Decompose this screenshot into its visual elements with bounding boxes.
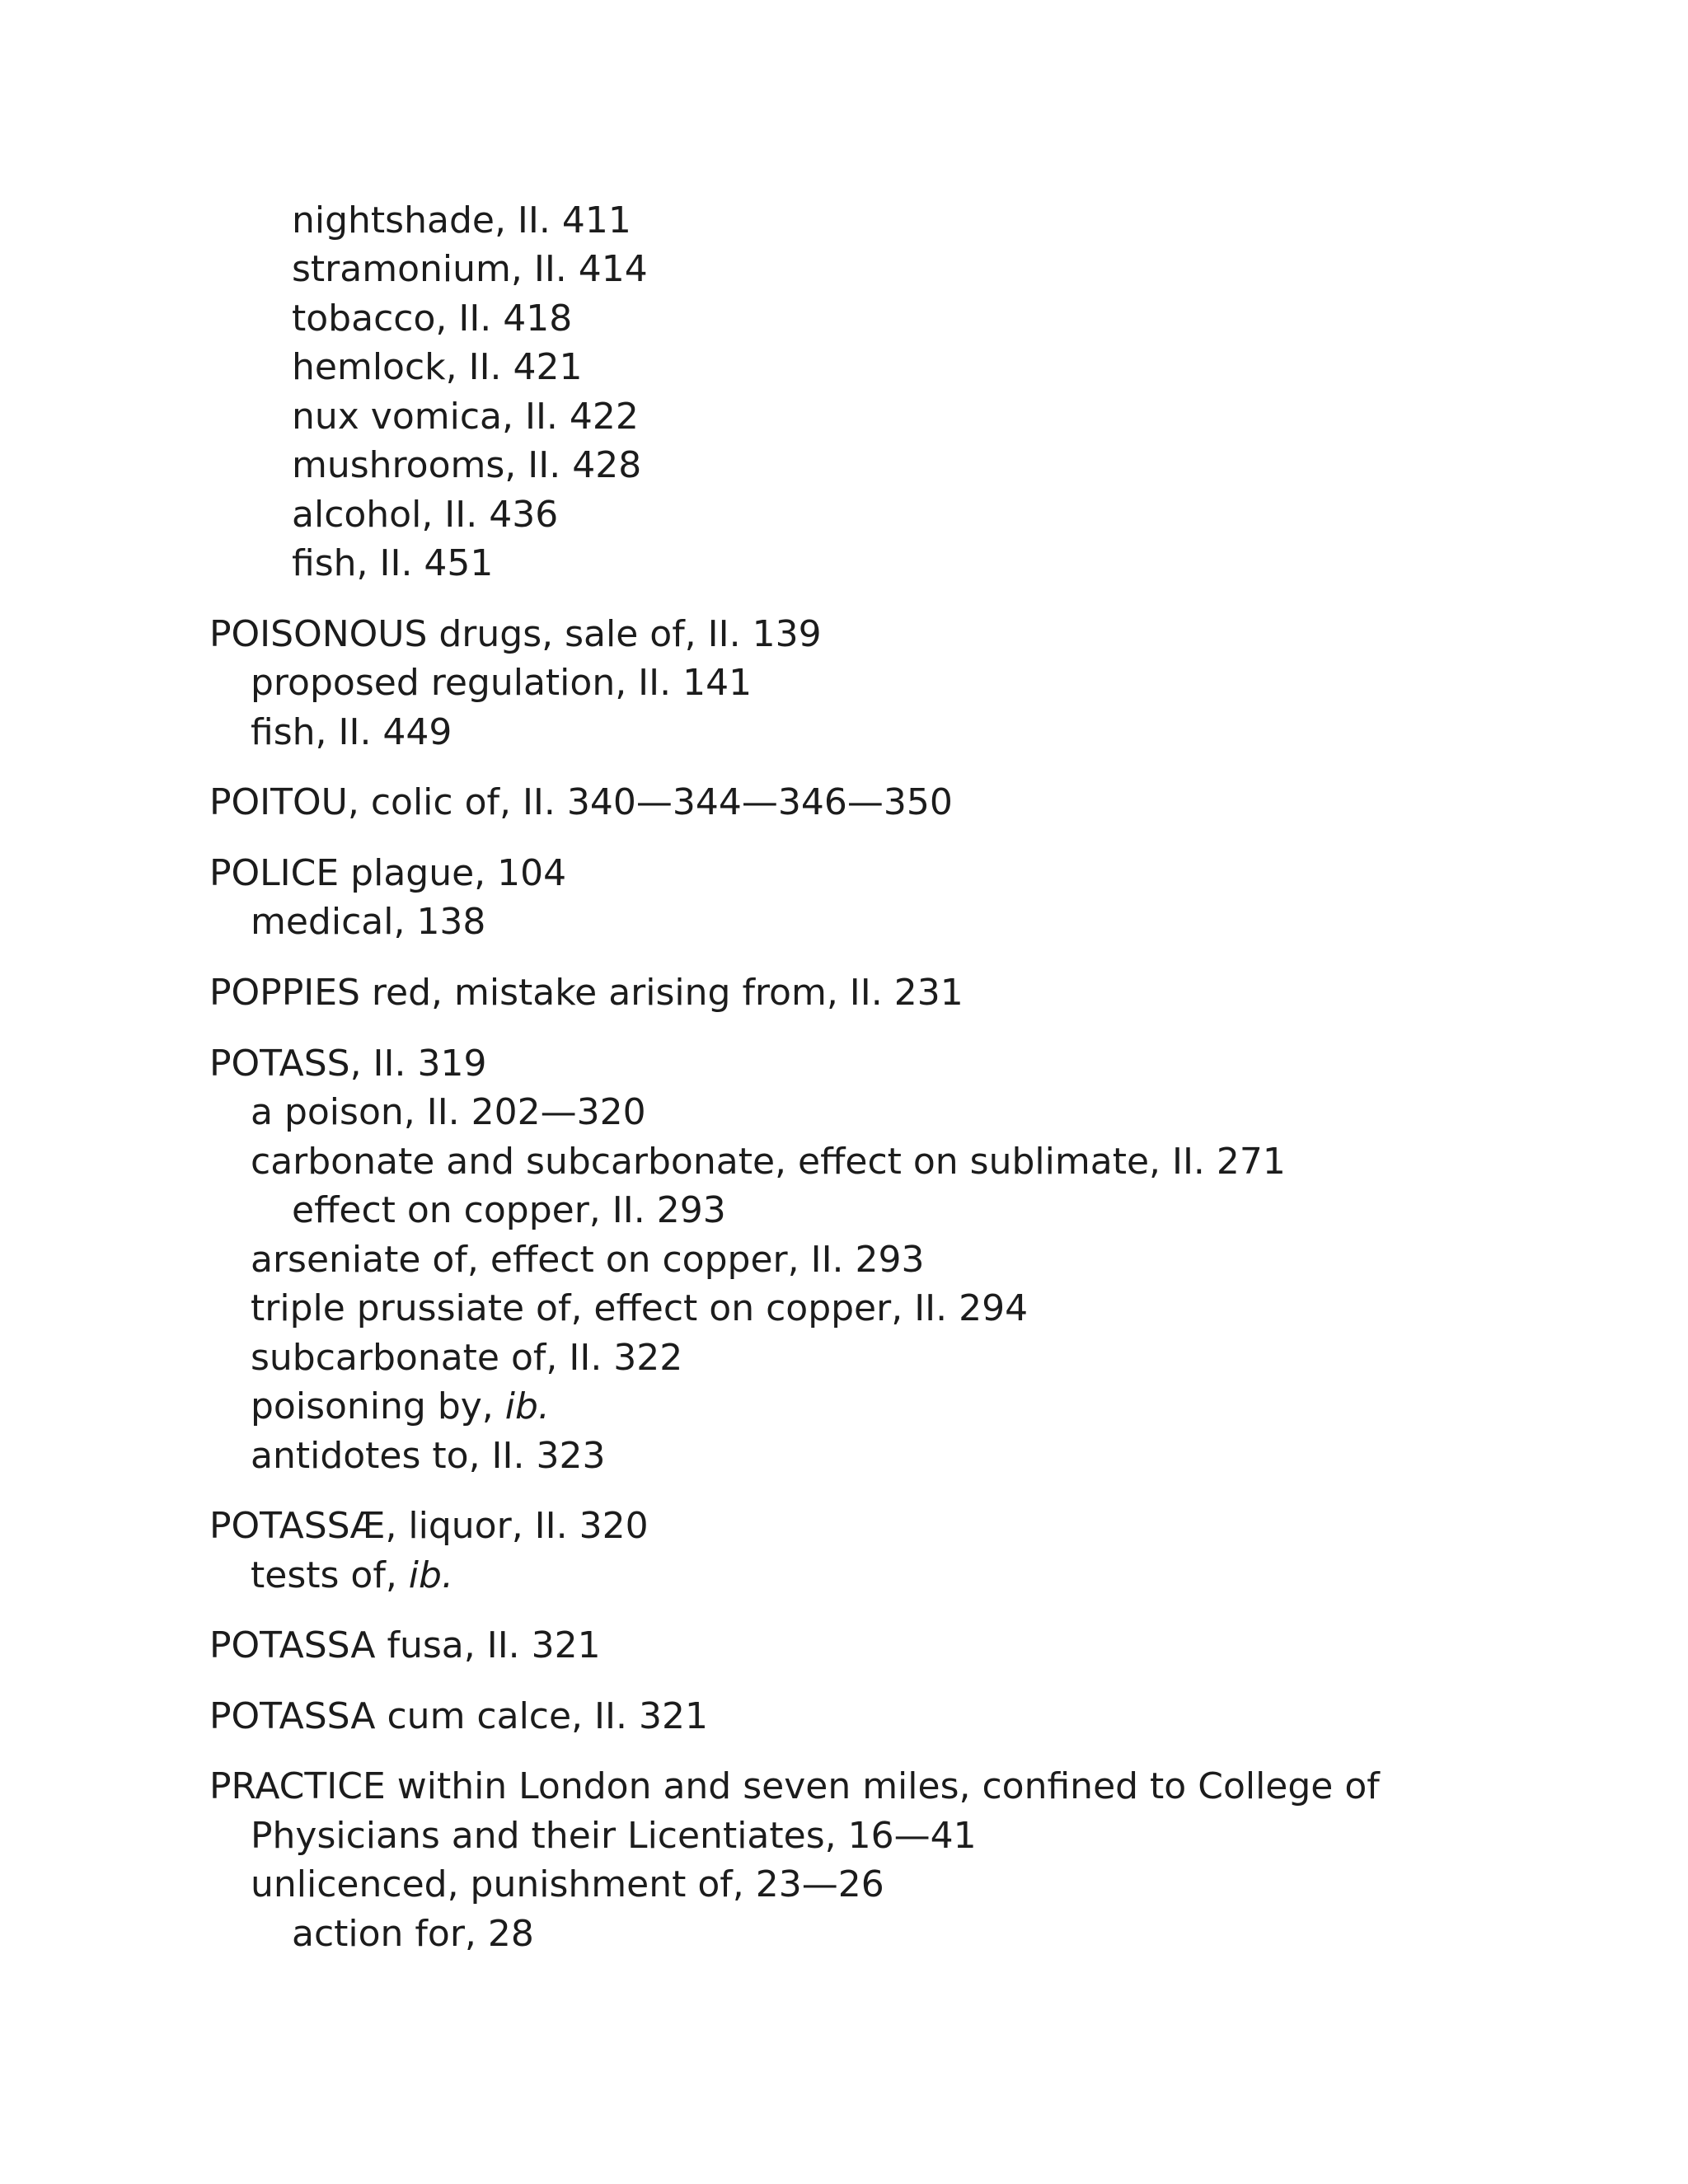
index-subsubentry: nux vomica, II. 422 bbox=[292, 396, 639, 438]
index-subsubentry: stramonium, II. 414 bbox=[292, 248, 648, 290]
index-entry-heading: POITOU, colic of, II. 340—344—346—350 bbox=[209, 781, 953, 823]
index-subsubentry: fish, II. 451 bbox=[292, 542, 494, 584]
index-entry-heading: POLICE plague, 104 bbox=[209, 852, 567, 894]
entry-text: poisoning by, bbox=[251, 1385, 505, 1427]
index-entry-heading: POISONOUS drugs, sale of, II. 139 bbox=[209, 613, 822, 655]
index-entry-heading: PRACTICE within London and seven miles, confined to College of bbox=[209, 1765, 1380, 1807]
index-subentry: triple prussiate of, effect on copper, II. 294 bbox=[251, 1287, 1029, 1329]
index-subsubentry: mushrooms, II. 428 bbox=[292, 444, 642, 486]
index-subentry: unlicenced, punishment of, 23—26 bbox=[251, 1863, 884, 1905]
index-entry-heading: POTASSA fusa, II. 321 bbox=[209, 1624, 601, 1666]
ibid-abbreviation: ib. bbox=[408, 1554, 453, 1596]
index-subsubentry: hemlock, II. 421 bbox=[292, 346, 583, 388]
index-subentry: subcarbonate of, II. 322 bbox=[251, 1337, 683, 1379]
index-subsubentry: action for, 28 bbox=[292, 1913, 534, 1955]
index-subentry: medical, 138 bbox=[251, 901, 486, 943]
index-entry-heading: POTASS, II. 319 bbox=[209, 1043, 487, 1085]
index-entry-heading: POTASSÆ, liquor, II. 320 bbox=[209, 1505, 649, 1547]
index-subsubentry: alcohol, II. 436 bbox=[292, 494, 559, 536]
ibid-abbreviation: ib. bbox=[504, 1385, 550, 1427]
index-subentry bbox=[251, 1551, 453, 1601]
index-subentry: antidotes to, II. 323 bbox=[251, 1435, 606, 1477]
index-subentry: a poison, II. 202—320 bbox=[251, 1091, 646, 1133]
index-entry-heading: POTASSA cum calce, II. 321 bbox=[209, 1695, 708, 1737]
index-entry-continuation: Physicians and their Licentiates, 16—41 bbox=[251, 1815, 977, 1857]
index-subentry: arseniate of, effect on copper, II. 293 bbox=[251, 1239, 925, 1281]
entry-text: tests of, bbox=[251, 1554, 409, 1596]
index-subsubentry: nightshade, II. 411 bbox=[292, 199, 631, 241]
index-subsubentry: tobacco, II. 418 bbox=[292, 298, 573, 340]
index-entry-heading: POPPIES red, mistake arising from, II. 231 bbox=[209, 972, 964, 1014]
index-subentry: fish, II. 449 bbox=[251, 711, 452, 753]
index-subentry: proposed regulation, II. 141 bbox=[251, 662, 753, 704]
index-subentry bbox=[251, 1382, 550, 1432]
index-subentry: carbonate and subcarbonate, effect on sublimate, II. 271 bbox=[251, 1141, 1286, 1183]
index-subsubentry: effect on copper, II. 293 bbox=[292, 1189, 726, 1231]
